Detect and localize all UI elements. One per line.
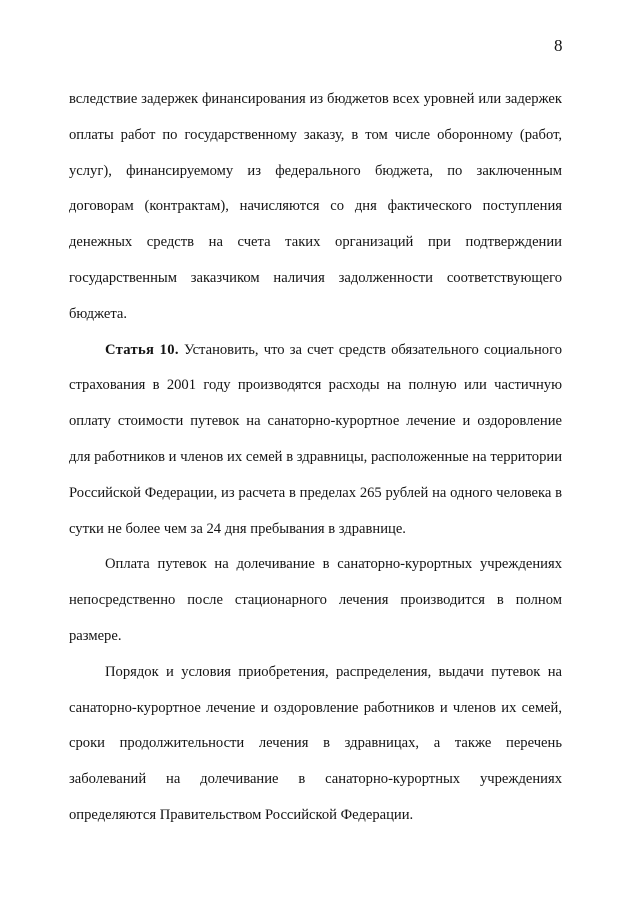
paragraph-financing-delays: вследствие задержек финансирования из бюджетов всех уровней или задержек оплаты работ по государственному заказу, в том числе оборонному (работ, услуг), финансируемому из федерального бюджета, по заключенным договорам (контрактам), начисляются со дня фактического поступления денежных средств на счета таких организаций при подтверждении государственным заказчиком наличия задолженности соответствующего бюджета. <box>69 91 562 322</box>
article-10-text: Установить, что за счет средств обязательного социального страхования в 2001 году производятся расходы на полную или частичную оплату стоимости путевок на санаторно-курортное лечение и оздоровление для работников и членов их семей в здравницы, расположенные на территории Российской Федерации, из расчета в пределах 265 рублей на одного человека в сутки не более чем за 24 дня пребывания в здравнице. <box>69 341 562 537</box>
page-number: 8 <box>554 36 563 55</box>
document-body <box>69 82 562 834</box>
paragraph-procedure: Порядок и условия приобретения, распределения, выдачи путевок на санаторно-курортное лечение и оздоровление работников и членов их семей, сроки продолжительности лечения в здравницах, а также перечень заболеваний на долечивание в санаторно-курортных учреждениях определяются Правительством Российской Федерации. <box>69 663 562 823</box>
paragraph-article-10 <box>69 333 562 548</box>
article-10-label: Статья 10. <box>105 341 179 358</box>
paragraph-aftercare-payment: Оплата путевок на долечивание в санаторно-курортных учреждениях непосредственно после стационарного лечения производится в полном размере. <box>69 556 562 644</box>
